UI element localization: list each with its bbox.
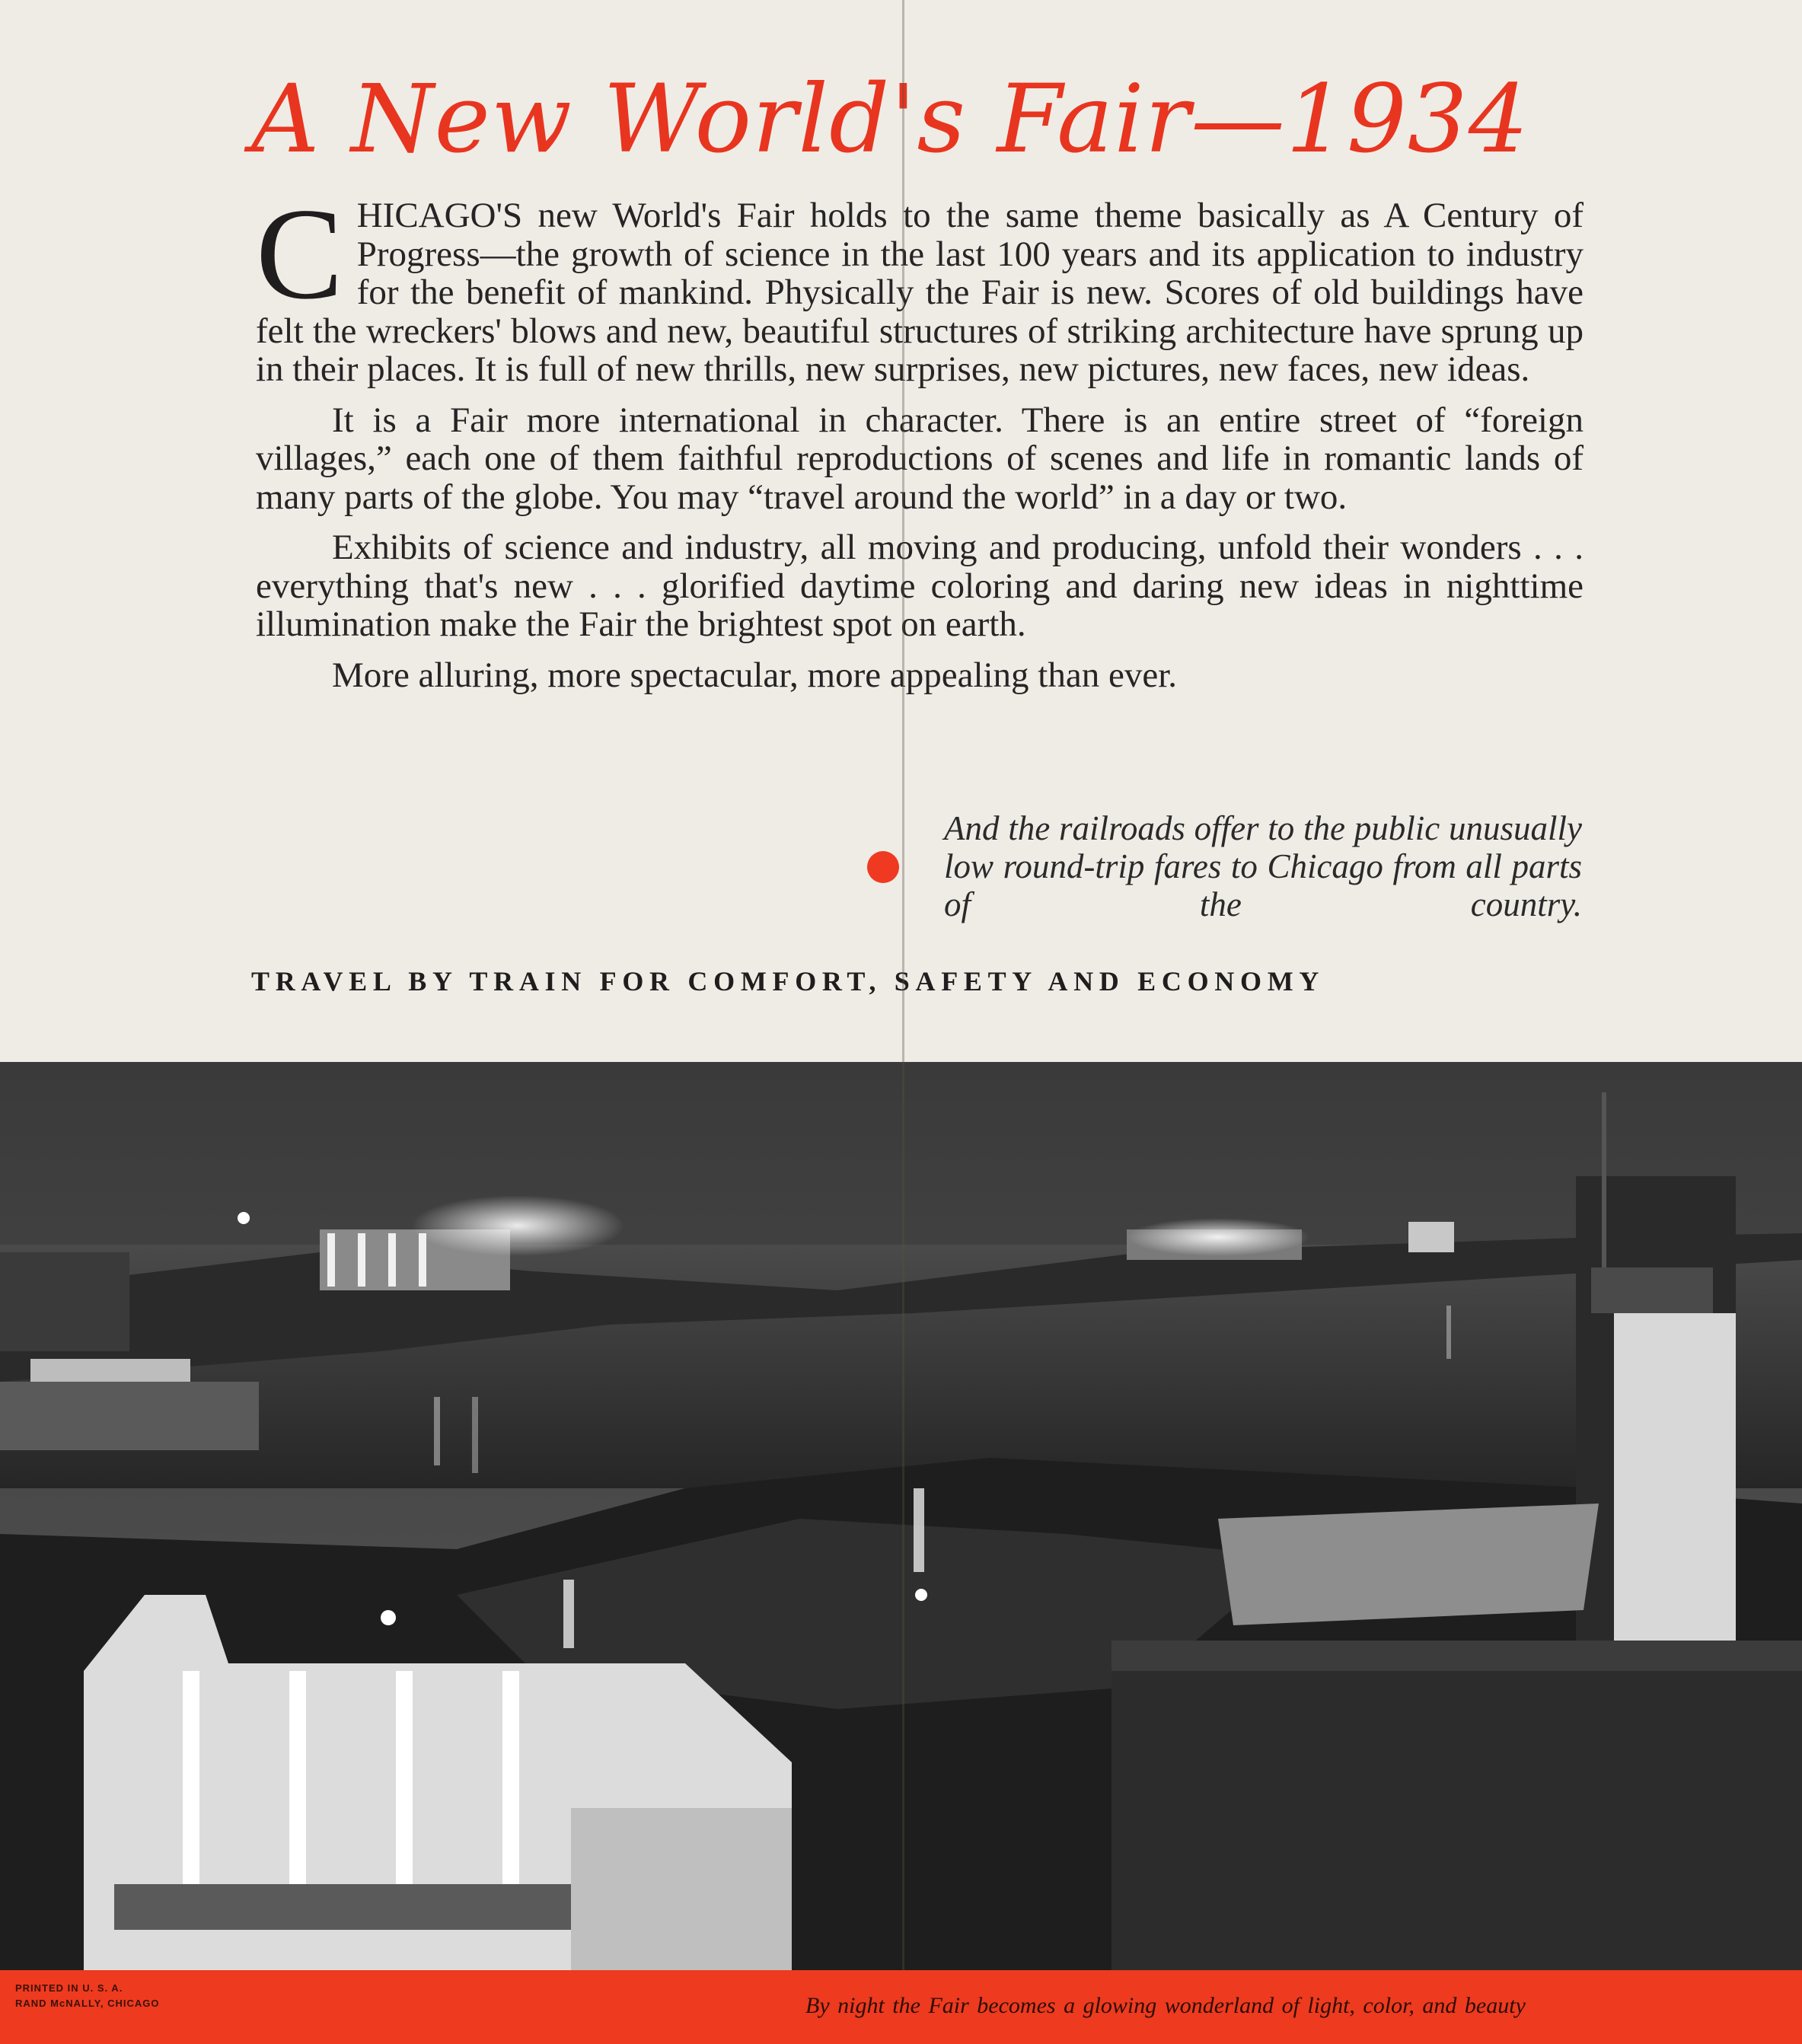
paragraph-international: It is a Fair more international in character. There is an entire street of “foreign villages,” each one of them faithful reproductions of scenes and life in romantic lands of many parts of the globe. You may “travel around the world” in a day or two.	[256, 400, 1584, 517]
night-fair-photo	[0, 1062, 1802, 1970]
drop-cap: C	[256, 182, 343, 327]
red-dot-ornament	[867, 851, 899, 883]
printer-credit	[15, 1981, 160, 2011]
printer-credit-line-2: RAND McNALLY, CHICAGO	[15, 1998, 160, 2009]
paragraph-exhibits: Exhibits of science and industry, all moving and producing, unfold their wonders . . . everything that's new . . . glorified daytime coloring and daring new ideas in nighttime illumination make the Fair the brightest spot on earth.	[256, 528, 1584, 644]
fold-crease	[902, 0, 904, 2044]
page-title: A New World's Fair—1934	[251, 65, 1529, 174]
body-text	[256, 182, 1584, 706]
railroad-note: And the railroads offer to the public unusually low round-trip fares to Chicago from all parts of the country.	[944, 809, 1582, 923]
intro-text: HICAGO'S new World's Fair holds to the same theme basically as A Century of Progress—the growth of science in the last 100 years and its application to industry for the benefit of mankind. Physically the Fair is new. Scores of old buildings have felt the wreckers' blows and new, beautiful structures of striking architecture have sprung up in their places. It is full of new thrills, new surprises, new pictures, new faces, new ideas.	[256, 196, 1584, 389]
photo-caption: By night the Fair becomes a glowing wonderland of light, color, and beauty	[805, 1993, 1526, 2018]
paragraph-alluring: More alluring, more spectacular, more appealing than ever.	[332, 655, 1178, 695]
night-fair-photo-illustration	[0, 1062, 1802, 1970]
travel-slogan: TRAVEL BY TRAIN FOR COMFORT, SAFETY AND ECONOMY	[251, 966, 1325, 996]
printer-credit-line-1: PRINTED IN U. S. A.	[15, 1982, 123, 1994]
intro-paragraph	[256, 182, 1584, 389]
